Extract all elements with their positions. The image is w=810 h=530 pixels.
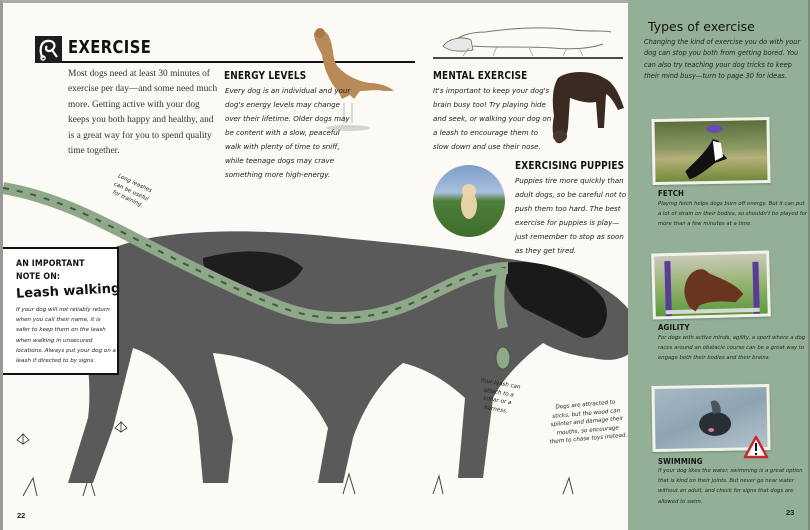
exercising-puppies-text: Puppies tire more quickly than adult dogs, so be careful not to push them too hard. The best exercise for puppies is play—just remember to stop as soon as they get tired. [515, 176, 627, 255]
note-heading: AN IMPORTANT NOTE ON: [16, 258, 85, 282]
sticks-annotation: Dogs are attracted to sticks, but the wood can splinter and damage their mouths, so encourage them to chase toys instead. [549, 399, 628, 446]
sidebar-intro: Changing the kind of exercise you do with your dog can stop you both from getting bored. You can also try teaching your dog tricks to keep their mind busy—turn to page 30 for ideas. [644, 38, 801, 81]
right-page-sidebar [628, 0, 810, 530]
long-leashes-annotation: Long leashes can be useful for training. [111, 173, 153, 210]
leash-walking-note [3, 247, 119, 375]
page-title: EXERCISE [68, 37, 152, 58]
mental-exercise-heading: MENTAL EXERCISE [433, 70, 528, 82]
sidebar-title: Types of exercise [648, 19, 755, 34]
swimming-text: If your dog likes the water, swimming is a great option that is kind on their joints. But never go near water without an adult, and check for signs that dogs are allowed to swim. [658, 468, 803, 505]
page-number-left: 22 [17, 511, 26, 520]
fetch-photo [651, 117, 770, 185]
intro-paragraph: Most dogs need at least 30 minutes of exercise per day—and some need much more. Getting active with your dog keeps you both happy and healthy, and is a great way for you to spend quality time together. [68, 69, 218, 157]
fetch-text: Playing fetch helps dogs burn off energy. But it can put a lot of strain on their bodies, so shouldn't be played for more than a few minutes at a time. [658, 201, 808, 228]
mental-exercise-text: It's important to keep your dog's brain busy too! Try playing hide and seek, or walking your dog on a leash to encourage them to slow down and use their nose. [433, 86, 552, 151]
swimming-heading: SWIMMING [658, 456, 703, 466]
brown-dog-sniffing-image [548, 68, 628, 148]
fetch-heading: FETCH [658, 188, 685, 198]
leash-icon [35, 36, 62, 63]
exercising-puppies-heading: EXERCISING PUPPIES [515, 160, 625, 172]
agility-heading: AGILITY [658, 322, 690, 332]
agility-photo [651, 250, 771, 319]
agility-text: For dogs with active minds, agility, a sport where a dog races around an obstacle course can be a great way to engage both their bodies and their brains. [658, 335, 806, 362]
sketched-pointer-dog [433, 18, 623, 63]
energy-levels-text: Every dog is an individual and your dog's energy levels may change over their lifetime. Older dogs may be content with a slow, peaceful walk with plenty of time to sniff, while teenage dogs may crave something more high-energy. [225, 86, 351, 179]
collar-annotation: Your leash can attach to a collar or a harness. [479, 377, 521, 415]
page-number-right: 23 [786, 508, 795, 517]
note-handwritten-heading: Leash walking [15, 281, 121, 302]
warning-icon [743, 435, 769, 459]
energy-levels-heading: ENERGY LEVELS [224, 70, 307, 82]
note-text: If your dog will not reliably return when you call their name, it is safer to keep them on the leash when walking in unsecured locations. Always put your dog on a leash if directed to by signs. [16, 307, 116, 365]
